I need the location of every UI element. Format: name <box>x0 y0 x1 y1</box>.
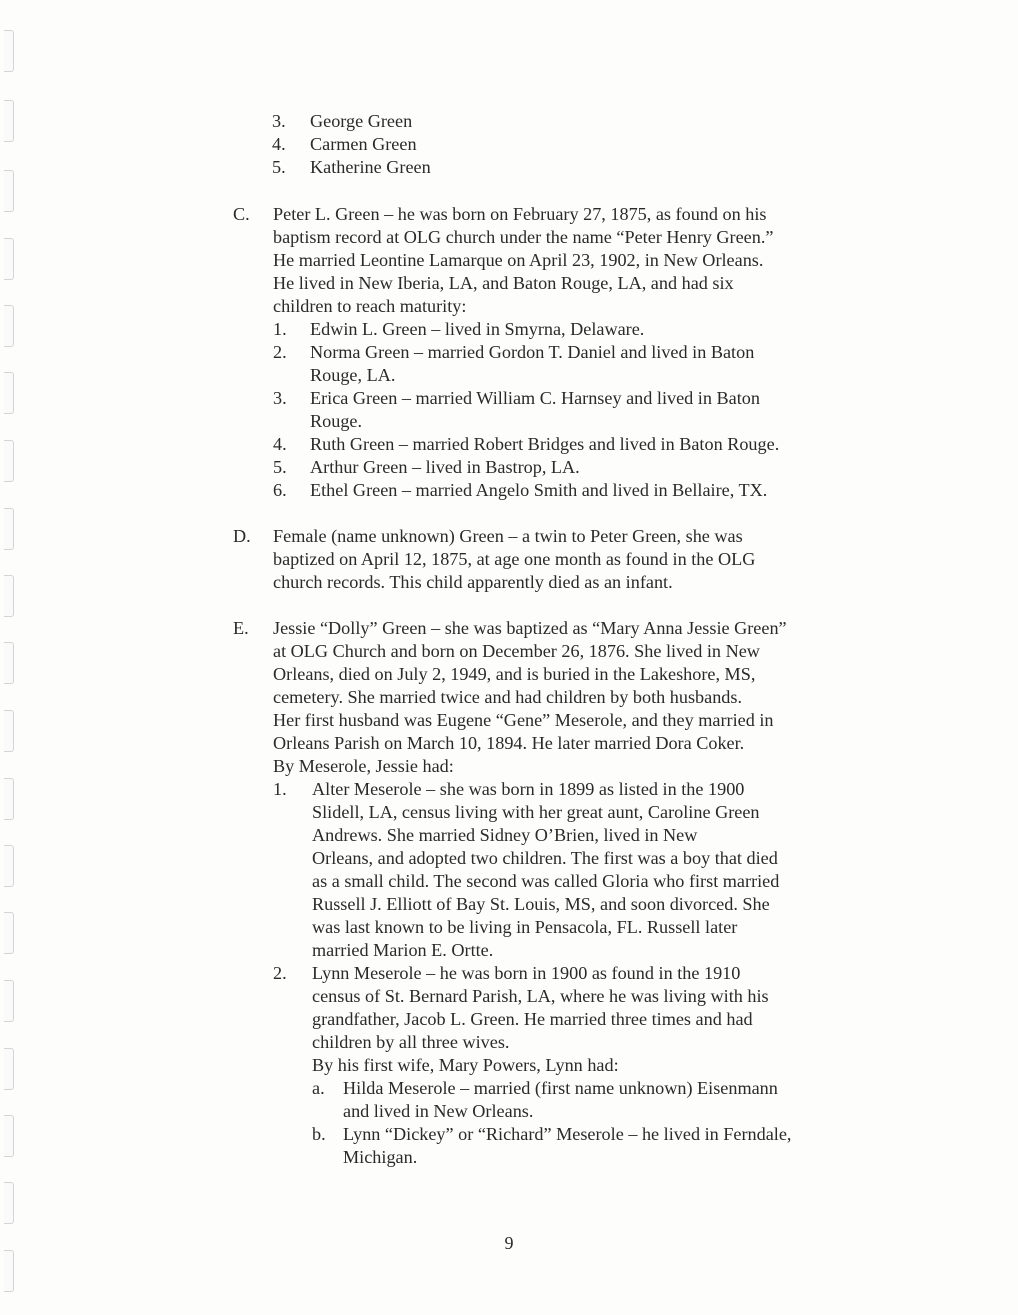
list-item: census of St. Bernard Parish, LA, where he was living with his <box>312 986 769 1006</box>
list-item: married Marion E. Ortte. <box>312 940 494 960</box>
paragraph-line: church records. This child apparently died as an infant. <box>273 572 673 592</box>
list-item: was last known to be living in Pensacola, FL. Russell later <box>312 917 738 937</box>
list-item: Lynn “Dickey” or “Richard” Meserole – he lived in Ferndale, <box>343 1124 792 1144</box>
list-number: 1. <box>273 319 287 339</box>
list-item: Hilda Meserole – married (first name unknown) Eisenmann <box>343 1078 778 1098</box>
list-number: 2. <box>273 963 287 983</box>
list-item: as a small child. The second was called Gloria who first married <box>312 871 780 891</box>
paragraph-line: By Meserole, Jessie had: <box>273 756 454 776</box>
paragraph-line: children to reach maturity: <box>273 296 467 316</box>
list-item: By his first wife, Mary Powers, Lynn had: <box>312 1055 619 1075</box>
paragraph-line: at OLG Church and born on December 26, 1876. She lived in New <box>273 641 760 661</box>
list-item: Russell J. Elliott of Bay St. Louis, MS, and soon divorced. She <box>312 894 770 914</box>
list-item: grandfather, Jacob L. Green. He married three times and had <box>312 1009 753 1029</box>
list-item: George Green <box>310 111 413 131</box>
list-item: Ethel Green – married Angelo Smith and lived in Bellaire, TX. <box>310 480 768 500</box>
list-item: Michigan. <box>343 1147 418 1167</box>
paragraph-line: baptism record at OLG church under the name “Peter Henry Green.” <box>273 227 774 247</box>
list-item: Edwin L. Green – lived in Smyrna, Delaware. <box>310 319 645 339</box>
section-letter: D. <box>233 526 251 546</box>
list-item: Andrews. She married Sidney O’Brien, lived in New <box>312 825 698 845</box>
paragraph-line: cemetery. She married twice and had children by both husbands. <box>273 687 743 707</box>
paragraph-line: Her first husband was Eugene “Gene” Meserole, and they married in <box>273 710 774 730</box>
paragraph-line: Jessie “Dolly” Green – she was baptized as “Mary Anna Jessie Green” <box>273 618 787 638</box>
list-number: 2. <box>273 342 287 362</box>
list-number: 5. <box>273 457 287 477</box>
list-item: Rouge, LA. <box>310 365 396 385</box>
list-number: 1. <box>273 779 287 799</box>
paragraph-line: He married Leontine Lamarque on April 23, 1902, in New Orleans. <box>273 250 764 270</box>
list-item: and lived in New Orleans. <box>343 1101 534 1121</box>
page-number: 9 <box>504 1233 514 1253</box>
paragraph-line: baptized on April 12, 1875, at age one month as found in the OLG <box>273 549 756 569</box>
list-number: 3. <box>272 111 286 131</box>
list-item: Erica Green – married William C. Harnsey and lived in Baton <box>310 388 760 408</box>
list-item: Alter Meserole – she was born in 1899 as listed in the 1900 <box>312 779 745 799</box>
list-item: Carmen Green <box>310 134 417 154</box>
list-item: Katherine Green <box>310 157 431 177</box>
list-item: Arthur Green – lived in Bastrop, LA. <box>310 457 580 477</box>
list-number: 4. <box>273 434 287 454</box>
paragraph-line: He lived in New Iberia, LA, and Baton Rouge, LA, and had six <box>273 273 734 293</box>
paragraph-line: Female (name unknown) Green – a twin to Peter Green, she was <box>273 526 743 546</box>
list-number: 4. <box>272 134 286 154</box>
list-letter: b. <box>312 1124 326 1144</box>
paragraph-line: Peter L. Green – he was born on February 27, 1875, as found on his <box>273 204 767 224</box>
section-letter: E. <box>233 618 249 638</box>
list-item: Orleans, and adopted two children. The first was a boy that died <box>312 848 778 868</box>
section-letter: C. <box>233 204 250 224</box>
list-item: Rouge. <box>310 411 363 431</box>
list-item: children by all three wives. <box>312 1032 510 1052</box>
list-item: Slidell, LA, census living with her great aunt, Caroline Green <box>312 802 760 822</box>
paragraph-line: Orleans Parish on March 10, 1894. He later married Dora Coker. <box>273 733 745 753</box>
paragraph-line: Orleans, died on July 2, 1949, and is buried in the Lakeshore, MS, <box>273 664 756 684</box>
list-letter: a. <box>312 1078 325 1098</box>
list-number: 3. <box>273 388 287 408</box>
list-number: 5. <box>272 157 286 177</box>
list-item: Norma Green – married Gordon T. Daniel and lived in Baton <box>310 342 755 362</box>
list-item: Lynn Meserole – he was born in 1900 as found in the 1910 <box>312 963 741 983</box>
list-item: Ruth Green – married Robert Bridges and lived in Baton Rouge. <box>310 434 780 454</box>
list-number: 6. <box>273 480 287 500</box>
